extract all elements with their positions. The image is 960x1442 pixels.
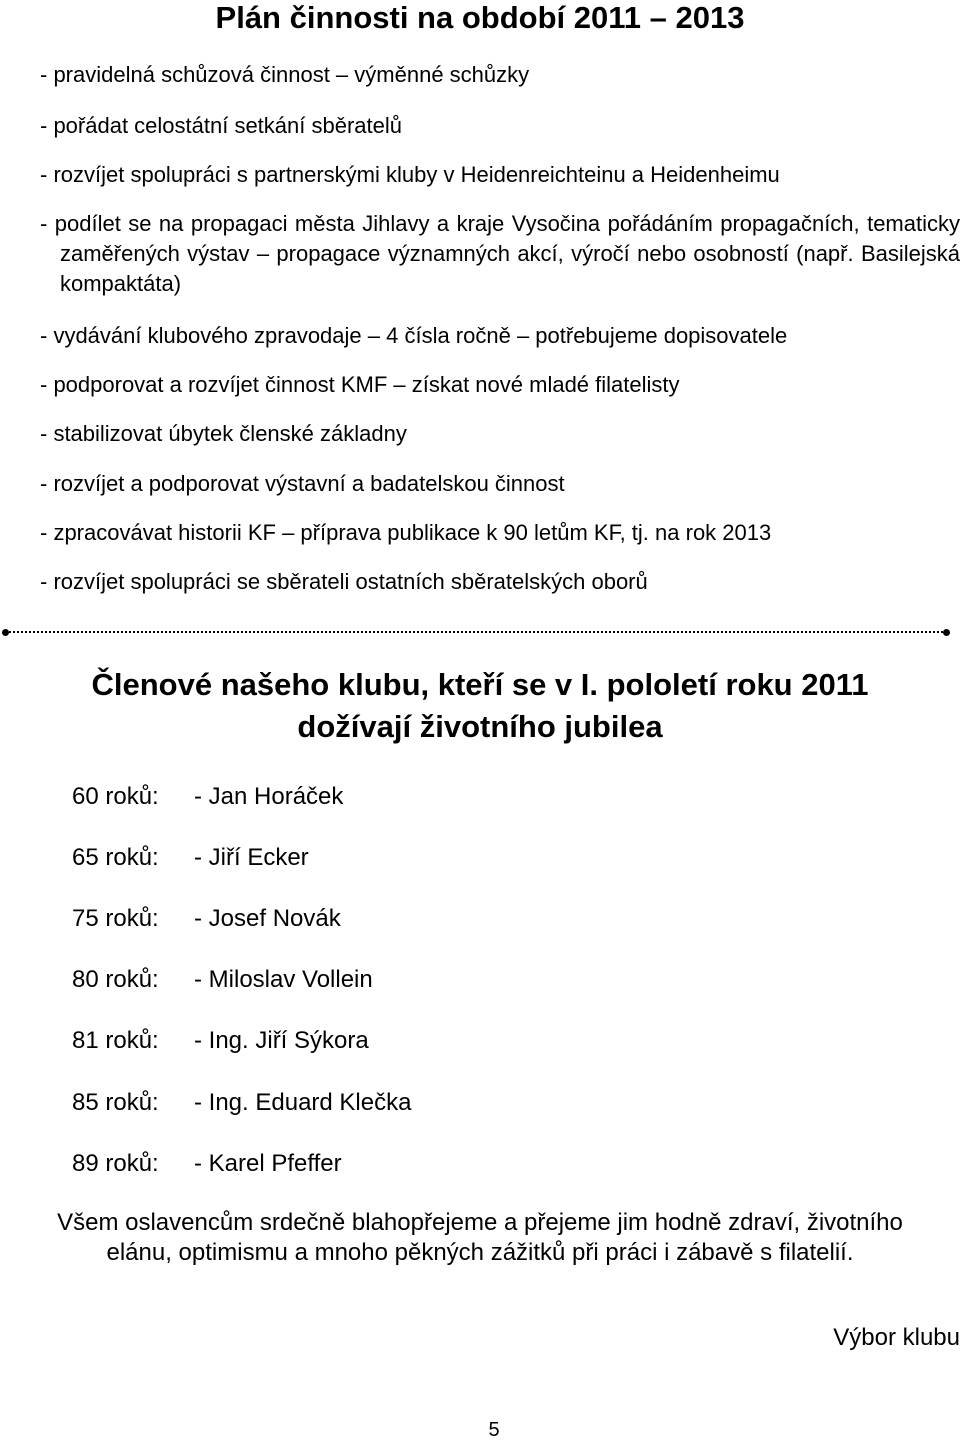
plan-item: - rozvíjet spolupráci s partnerskými kluby v Heidenreichteinu a Heidenheimu xyxy=(40,162,780,187)
jubilee-heading-line2: dožívají životního jubilea xyxy=(297,709,663,744)
jubilee-age: 85 roků: xyxy=(72,1089,159,1116)
jubilee-member-name: - Jan Horáček xyxy=(194,783,344,810)
jubilee-age: 75 roků: xyxy=(72,905,159,932)
plan-item: - pravidelná schůzová činnost – výměnné schůzky xyxy=(40,62,530,87)
jubilee-row xyxy=(72,1026,369,1056)
jubilee-row xyxy=(72,782,343,812)
plan-item-text: - podílet se na propagaci města Jihlavy a kraje Vysočina pořádáním propagačních, tematicky zaměřených výstav – propagace významných akcí, výročí nebo osobností (např. Basilejská kompaktáta) xyxy=(40,211,960,296)
jubilee-row xyxy=(72,904,341,934)
jubilee-age: 60 roků: xyxy=(72,783,159,810)
jubilee-age: 80 roků: xyxy=(72,966,159,993)
dotted-divider xyxy=(5,631,947,633)
jubilee-member-name: - Ing. Jiří Sýkora xyxy=(194,1027,369,1054)
jubilee-member-name: - Karel Pfeffer xyxy=(194,1150,342,1177)
jubilee-row xyxy=(72,843,309,873)
jubilee-age: 65 roků: xyxy=(72,844,159,871)
greeting-line1: Všem oslavencům srdečně blahopřejeme a přejeme jim hodně zdraví, životního xyxy=(57,1209,903,1236)
greeting-line2: elánu, optimismu a mnoho pěkných zážitků při práci i zábavě s filatelií. xyxy=(106,1239,854,1266)
plan-item: - zpracovávat historii KF – příprava publikace k 90 letům KF, tj. na rok 2013 xyxy=(40,520,772,545)
jubilee-member-name: - Ing. Eduard Klečka xyxy=(194,1089,412,1116)
jubilee-heading-line1: Členové našeho klubu, kteří se v I. pololetí roku 2011 xyxy=(91,667,869,702)
jubilee-row xyxy=(72,1088,411,1118)
jubilee-member-name: - Jiří Ecker xyxy=(194,844,309,871)
jubilee-heading xyxy=(0,664,960,748)
signature: Výbor klubu xyxy=(833,1324,960,1351)
greeting-paragraph xyxy=(0,1208,960,1268)
page-number: 5 xyxy=(488,1419,500,1441)
jubilee-member-name: - Josef Novák xyxy=(194,905,341,932)
jubilee-member-name: - Miloslav Vollein xyxy=(194,966,373,993)
plan-item: - rozvíjet a podporovat výstavní a badatelskou činnost xyxy=(40,471,565,496)
plan-item: - rozvíjet spolupráci se sběrateli ostatních sběratelských oborů xyxy=(40,569,648,594)
jubilee-row xyxy=(72,1149,342,1179)
jubilee-row xyxy=(72,965,373,995)
plan-item: - podporovat a rozvíjet činnost KMF – získat nové mladé filatelisty xyxy=(40,372,680,397)
plan-item: - stabilizovat úbytek členské základny xyxy=(40,421,407,446)
plan-item-multiline xyxy=(40,209,960,299)
jubilee-age: 81 roků: xyxy=(72,1027,159,1054)
plan-title: Plán činnosti na období 2011 – 2013 xyxy=(215,0,745,35)
jubilee-age: 89 roků: xyxy=(72,1150,159,1177)
divider-end-dot xyxy=(2,629,9,636)
divider-end-dot xyxy=(943,629,950,636)
plan-item: - pořádat celostátní setkání sběratelů xyxy=(40,113,402,138)
plan-item: - vydávání klubového zpravodaje – 4 čísla ročně – potřebujeme dopisovatele xyxy=(40,323,788,348)
